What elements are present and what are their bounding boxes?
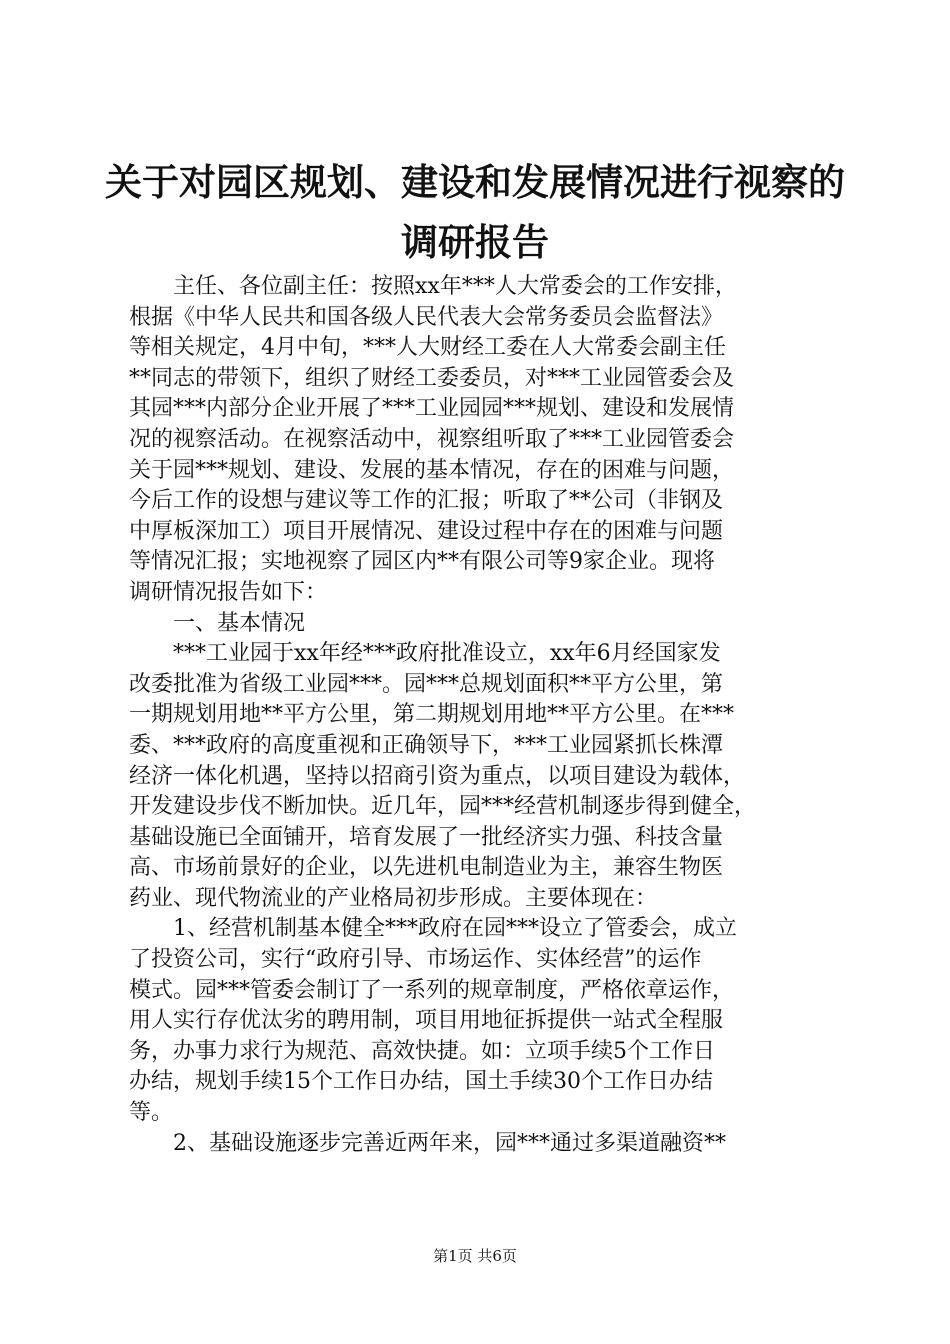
body-line: **同志的带领下，组织了财经工委委员，对***工业园管委会及 [129, 365, 735, 391]
body-line: 办结，规划手续15个工作日办结，国土手续30个工作日办结 [129, 1069, 713, 1095]
body-line: 药业、现代物流业的产业格局初步形成。主要体现在： [129, 885, 658, 911]
body-line: 高、市场前景好的企业，以先进机电制造业为主，兼容生物医 [129, 855, 724, 881]
body-line: ***工业园于xx年经***政府批准设立，xx年6月经国家发 [129, 641, 721, 667]
body-line: 调研情况报告如下： [129, 579, 328, 605]
body-line: 今后工作的设想与建议等工作的汇报；听取了**公司（非钢及 [129, 488, 724, 514]
document-title-line-1: 关于对园区规划、建设和发展情况进行视察的 [105, 160, 845, 204]
section-heading: 一、基本情况 [129, 610, 306, 636]
body-line: 况的视察活动。在视察活动中，视察组听取了***工业园管委会 [129, 426, 735, 452]
body-line: 用人实行存优汰劣的聘用制，项目用地征拆提供一站式全程服 [129, 1008, 724, 1034]
page-footer: 第1页 共6页 [433, 1247, 517, 1265]
body-line: 基础设施已全面铺开，培育发展了一批经济实力强、科技含量 [129, 824, 724, 850]
body-line: 1、经营机制基本健全***政府在园***设立了管委会，成立 [129, 916, 737, 942]
body-line: 开发建设步伐不断加快。近几年，园***经营机制逐步得到健全， [129, 794, 757, 820]
body-line: 根据《中华人民共和国各级人民代表大会常务委员会监督法》 [129, 304, 724, 330]
body-line: 其园***内部分企业开展了***工业园园***规划、建设和发展情 [129, 396, 735, 422]
body-line: 2、基础设施逐步完善近两年来，园***通过多渠道融资** [129, 1130, 726, 1156]
body-line: 关于园***规划、建设、发展的基本情况，存在的困难与问题， [129, 457, 735, 483]
body-line: 了投资公司，实行“政府引导、市场运作、实体经营”的运作 [129, 947, 702, 973]
body-line: 一期规划用地**平方公里，第二期规划用地**平方公里。在*** [129, 702, 735, 728]
body-line: 中厚板深加工）项目开展情况、建设过程中存在的困难与问题 [129, 518, 724, 544]
body-line: 等。 [129, 1100, 174, 1126]
body-line: 经济一体化机遇，坚持以招商引资为重点，以项目建设为载体， [129, 763, 746, 789]
body-line: 模式。园***管委会制订了一系列的规章制度，严格依章运作， [129, 977, 735, 1003]
body-line: 等情况汇报；实地视察了园区内**有限公司等9家企业。现将 [129, 549, 715, 575]
document-title-line-2: 调研报告 [401, 220, 549, 264]
body-line: 务，办事力求行为规范、高效快捷。如：立项手续5个工作日 [129, 1038, 715, 1064]
document-body [129, 272, 829, 1159]
body-line: 改委批准为省级工业园***。园***总规划面积**平方公里，第 [129, 671, 724, 697]
body-line: 主任、各位副主任：按照xx年***人大常委会的工作安排， [129, 274, 737, 299]
body-line: 等相关规定，4月中旬，***人大财经工委在人大常委会副主任 [129, 335, 726, 361]
body-line: 委、***政府的高度重视和正确领导下，***工业园紧抓长株潭 [129, 732, 724, 758]
